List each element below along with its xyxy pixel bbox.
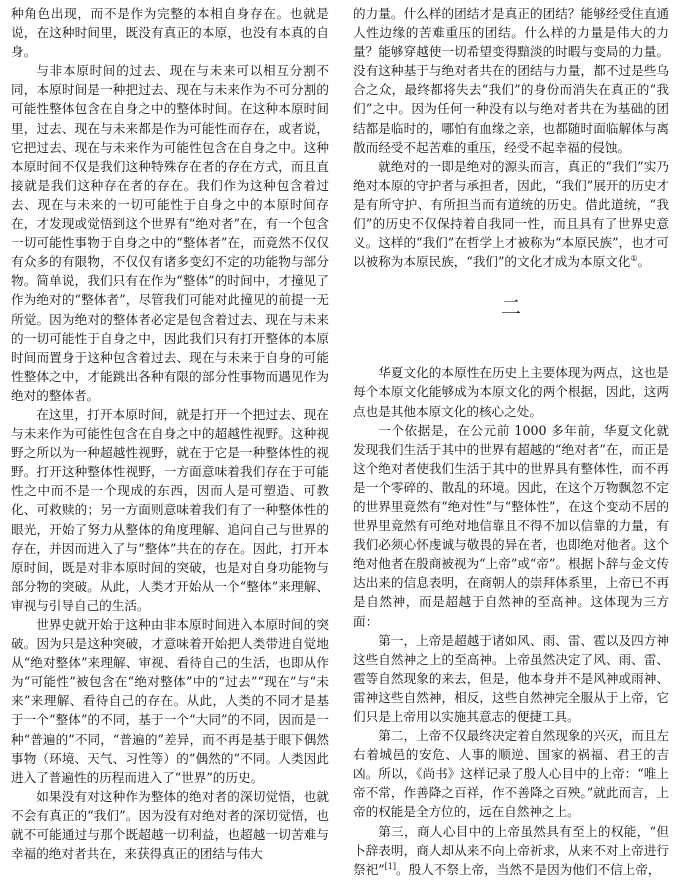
- citation-marker[interactable]: [1]: [384, 861, 396, 871]
- section-number: 二: [501, 295, 521, 320]
- paragraph-point-one: 第一，上帝是超越于诸如风、雨、雷、雹以及四方神这些自然神之上的至高神。上帝虽然决定了风、雨、雷、雹等自然现象的来去，但是，他本身并不是风神或雨神、雷神这些自然神，相反，这些自然神完全服从于上帝，它们只是上帝用以实施其意志的便捷工具。: [353, 632, 669, 724]
- paragraph-original-nation-text: 就绝对的一即是绝对的源头而言，真正的“我们”实乃绝对本原的守护者与承担者，因此，“我们”展开的历史才是有所守护、有所担当而有道统的历史。借此道统，“我们”的历史不仅保持着自我同一性，而且具有了世界史意义。这样的“我们”在哲学上才被称为“本原民族”，也才可以被称为本原民族，“我们”的文化才成为本原文化: [353, 158, 669, 270]
- paragraph-huaxia-intro: 华夏文化的本原性在历史上主要体现为两点，这也是每个本原文化能够成为本原文化的两个根据，因此，这两点也是其他本原文化的核心之处。: [353, 365, 669, 419]
- footnote-marker[interactable]: ①: [630, 254, 638, 264]
- paragraph-original-nation: [353, 157, 669, 272]
- paragraph-point-three-text: 第三，商人心目中的上帝虽然具有至上的权能，“但卜辞表明，商人却从来不向上帝祈求，从来不对上帝进行祭祀”: [353, 823, 669, 877]
- paragraph-point-three: [353, 822, 669, 879]
- left-column: [11, 4, 329, 863]
- paragraph-continuation: 种角色出现，而不是作为完整的本相自身存在。也就是说，在这种时间里，既没有真正的本原，也没有本真的自身。: [11, 6, 329, 60]
- paragraph-point-three-end: 。殷人不祭上帝，当然不是因为他们不信上帝，: [395, 861, 661, 877]
- paragraph-unity-strength: 的力量。什么样的团结才是真正的团结？能够经受住直通人性边缘的苦难重压的团结。什么样的力量是伟大的力量？能够穿越使一切希望变得黯淡的时暇与变局的力量。没有这种基于与绝对者共在的团结与力量，都不过是些乌合之众，最终都将失去“我们”的身份而消失在真正的“我们”之中。因为任何一种没有以与绝对者共在为基础的团结都是临时的，哪怕有血缘之亲，也都随时面临解体与离散而经受不起苦难的重压，经受不起幸福的侵蚀。: [353, 6, 669, 155]
- section-spacer: [353, 337, 669, 363]
- paragraph-point-two: 第二，上帝不仅最终决定着自然现象的兴灭，而且左右着城邑的安危、人事的顺逆、国家的祸福、君王的吉凶。所以，《尚书》这样记录了殷人心目中的上帝：“唯上帝不常，作善降之百祥，作不善降之百殃。”就此而言，上帝的权能是全方位的，远在自然神之上。: [353, 728, 669, 820]
- paragraph-original-nation-end: 。: [637, 254, 651, 270]
- paragraph-first-basis: 一个依据是，在公元前 1000 多年前，华夏文化就发现我们生活于其中的世界有超越的“绝对者”在，而正是这个绝对者使我们生活于其中的世界具有整体性，而不再是一个零碎的、散乱的环境。因此，在这个万物飘忽不定的世界里竟然有“绝对性”与“整体性”，在这个变动不居的世界里竟然有可绝对地信靠且不得不加以信靠的力量，有我们必须心怀虔诚与敬畏的异在者，也即绝对他者。这个绝对他者在殷商被视为“上帝”或“帝”。根据卜辞与金文传达出来的信息表明，在商朝人的崇拜体系里，上帝已不再是自然神，而是超越于自然神的至高神。这体现为三方面：: [353, 422, 669, 629]
- paragraph-we: 如果没有对这种作为整体的绝对者的深切觉悟，也就不会有真正的“我们”。因为没有对绝对者的深切觉悟，也就不可能通过与那个既超越一切利益，也超越一切苦难与幸福的绝对者共在，来获得真正的团结与伟大: [11, 788, 329, 862]
- right-column: [353, 4, 669, 879]
- paragraph-world-history: 世界史就开始于这种由非本原时间进入本原时间的突破。因为只是这种突破，才意味着开始把人类带进自觉地从“绝对整体”来理解、审视、看待自己的生活，也即从作为“可能性”被包含在“绝对整体”中的“过去”“现在”与“未来”来理解、看待自己的存在。从此，人类的不同才是基于一个“整体”的不同，基于一个“大同”的不同，因而是一种“普遍的”不同，“普遍的”差异，而不再是基于眼下偶然事物（环境、天气、习性等）的“偶然的”不同。人类因此进入了普遍性的历程而进入了“世界”的历史。: [11, 617, 329, 785]
- paragraph-original-time: 与非本原时间的过去、现在与未来可以相互分割不同，本原时间是一种把过去、现在与未来作为不可分割的可能性整体包含在自身之中的整体时间。在这种本原时间里，过去、现在与未来都是作为可能性而存在，或者说，它把过去、现在与未来作为可能性包含在自身之中。这种本原时间不仅是我们这种特殊存在者的存在方式，而且直接就是我们这种存在者的存在。我们作为这种包含着过去、现在与未来的一切可能性于自身之中的本原时间存在，才发现或觉悟到这个世界有“绝对者”在，有一个包含一切可能性事物于自身之中的“整体者”在，而竟然不仅仅有众多的有限物，不仅仅有诸多变幻不定的功能物与部分物。简单说，我们只有在作为“整体”的时间中，才撞见了作为绝对的“整体者”，尽管我们可能对此撞见的前提一无所觉。因为绝对的整体者必定是包含着过去、现在与未来的一切可能性于自身之中，因此我们只有打开整体的本原时间而置身于这种包含着过去、现在与未来于自身的可能性整体之中，才能跳出各种有限的部分性事物而遇见作为绝对的整体者。: [11, 63, 329, 403]
- paragraph-transcendent-view: 在这里，打开本原时间，就是打开一个把过去、现在与未来作为可能性包含在自身之中的超越性视野。这种视野之所以为一种超越性视野，就在于它是一种整体性的视野。打开这种整体性视野，一方面意味着我们存在于可能性之中而不是一个现成的东西，因而人是可塑造、可教化、可救赎的；另一方面则意味着我们有了一种整体性的眼光，开始了努力从整体的角度理解、追问自己与世界的存在，并因而进入了与“整体”共在的存在。因此，打开本原时间，既是对非本原时间的突破，也是对自身功能物与部分物的突破。从此，人类才开始从一个“整体”来理解、审视与引导自己的生活。: [11, 406, 329, 613]
